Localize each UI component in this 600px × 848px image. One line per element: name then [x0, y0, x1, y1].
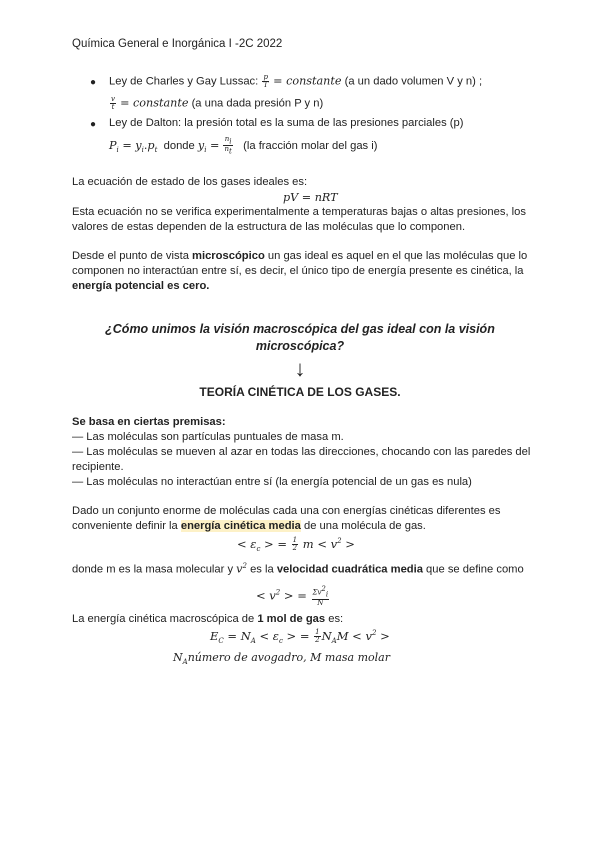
ideal-gas-intro: La ecuación de estado de los gases ideales es: [72, 176, 308, 188]
fraction-one-half: $\frac{1}{2}$ [292, 536, 298, 553]
macro-equation: $E_C = N_A < \varepsilon_c$ > = $\frac{1}{2}$ $N_AM < v^2$ > [210, 628, 390, 646]
charles-eq1: = constante [273, 74, 342, 88]
page-header: Química General e Inorgánica I -2C 2022 [72, 38, 283, 50]
premise-item: — Las moléculas son partículas puntuales de masa m. [72, 431, 344, 443]
dalton-formula-p: $P_i = y_i.p_t$ [109, 138, 158, 155]
dalton-explain: (la fracción molar del gas i) [243, 139, 378, 152]
bullet-icon: ● [90, 77, 97, 88]
kinetic-donde-line: donde m es la masa molecular y $v^2$ es la velocidad cuadrática media que se define como [72, 562, 524, 576]
question-line-1: ¿Cómo unimos la visión macroscópica del gas ideal con la visión [105, 322, 495, 336]
charles-suffix2: (a una dada presión P y n) [191, 97, 324, 110]
bold-1-mol: 1 mol de gas [257, 613, 326, 625]
ideal-gas-note: Esta ecuación no se verifica experimentalmente a temperaturas bajas o altas presiones, los valores de estas dependen de la estructura de las moléculas que lo componen. [72, 206, 526, 233]
bold-velocidad-cuadratica: velocidad cuadrática media [276, 563, 423, 576]
charles-law-line [109, 74, 482, 89]
fraction-numerator: p [263, 73, 268, 81]
premise-item: — Las moléculas no interactúan entre sí (la energía potencial de un gas es nula) [72, 476, 472, 488]
bold-microscopico: microscópico [192, 250, 265, 262]
down-arrow-icon: ↓ [294, 356, 306, 381]
bullet-icon: ● [90, 119, 97, 130]
fraction-denominator: t [111, 103, 115, 111]
premises-title: Se basa en ciertas premisas: [72, 416, 226, 428]
dalton-law-text: Ley de Dalton: la presión total es la suma de las presiones parciales (p) [109, 117, 464, 129]
premise-item: recipiente. [72, 461, 124, 473]
dalton-formula-y: $y_i$ = [197, 138, 220, 155]
charles-prefix: Ley de Charles y Gay Lussac: [109, 75, 259, 88]
fraction-sum-v2-over-n: $\frac{\Sigma v^2_i}{N}$ [312, 585, 329, 607]
fraction-numerator: v [111, 95, 115, 103]
microscopic-paragraph: Desde el punto de vista microscópico un gas ideal es aquel en el que las moléculas que lo componen no interactúan entre sí, es decir, el único tipo de energía presente es cinética, la energía potencial es cero. [72, 250, 528, 292]
section-heading: TEORÍA CINÉTICA DE LOS GASES. [199, 385, 401, 399]
highlight-energia-cinetica-media: energía cinética media [180, 520, 301, 532]
macro-intro: La energía cinética macroscópica de 1 mol de gas es: [72, 613, 344, 625]
charles-law-line-2 [109, 96, 323, 111]
question-line-2: microscópica? [255, 339, 345, 353]
kinetic-line-1: Dado un conjunto enorme de moléculas cada una con energías cinéticas diferentes es [72, 505, 501, 517]
kinetic-line-2: conveniente definir la energía cinética media de una molécula de gas. [72, 520, 426, 532]
v2-equation: < $v^2$ > = $\frac{\Sigma v^2_i}{N}$ [256, 585, 329, 607]
kinetic-equation: < $\varepsilon_c$ > = $\frac{1}{2}$ $m < v^2$ > [237, 536, 355, 554]
macro-legend: $N_Anúmero$ de avogadro, M masa molar [173, 651, 390, 667]
fraction-ni-over-nt: $\frac{n_i}{n_t}$ [224, 135, 232, 156]
ideal-gas-equation: pV = nRT [283, 191, 338, 204]
charles-eq2: = constante [120, 96, 189, 110]
bold-energia-potencial: energía potencial es cero. [72, 280, 210, 292]
dalton-formula-line [109, 136, 377, 156]
dalton-donde: donde [163, 139, 195, 152]
fraction-denominator: T [263, 81, 269, 89]
fraction-p-over-t [262, 74, 269, 89]
fraction-one-half: $\frac{1}{2}$ [315, 628, 320, 645]
premise-item: — Las moléculas se mueven al azar en todas las direcciones, chocando con las paredes del [72, 446, 531, 458]
fraction-v-over-t [110, 96, 116, 111]
charles-suffix1: (a un dado volumen V y n) ; [344, 75, 483, 88]
